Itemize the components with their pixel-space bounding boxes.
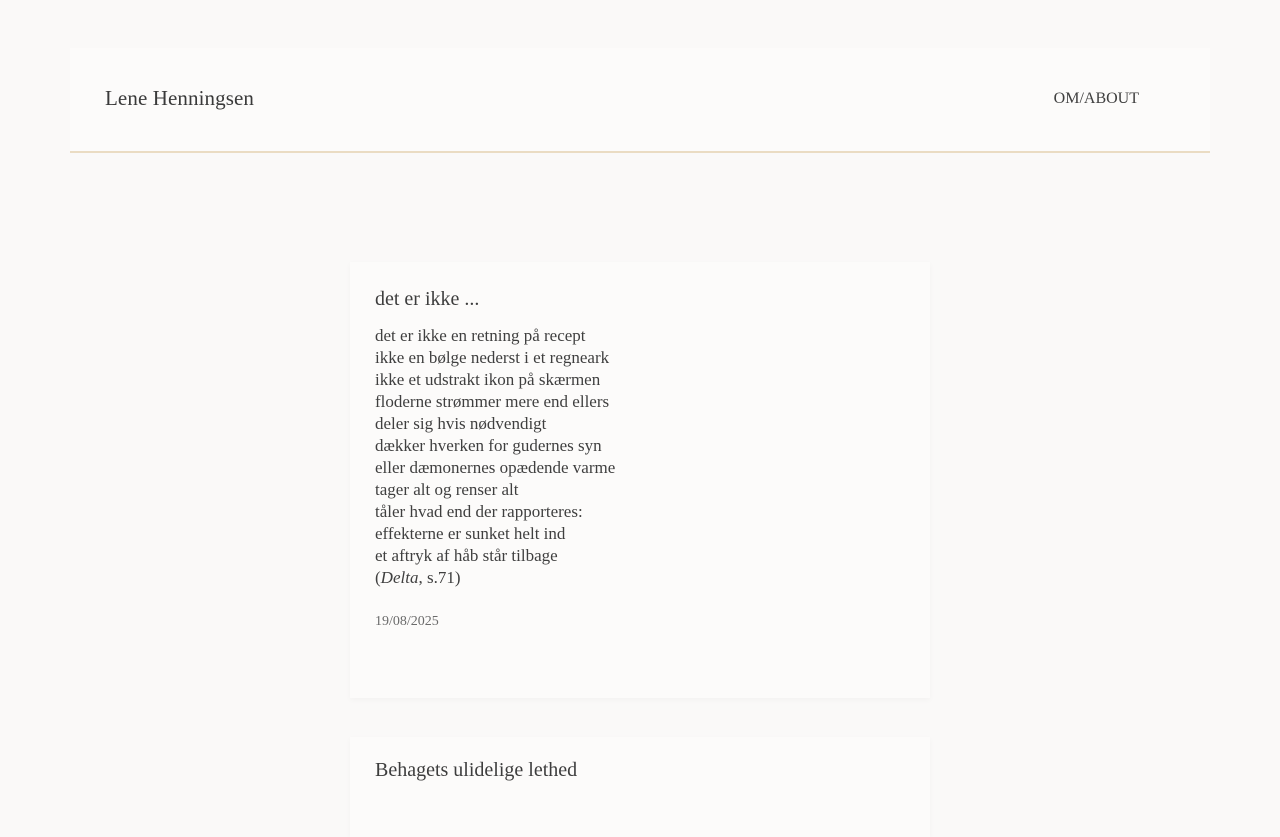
poem-line: ikke et udstrakt ikon på skærmen	[375, 370, 601, 389]
poem-line: tager alt og renser alt	[375, 480, 519, 499]
poem-body	[375, 325, 615, 589]
citation-open-paren: (	[375, 568, 381, 587]
poem-line: et aftryk af håb står tilbage	[375, 546, 558, 565]
poem-source-citation	[375, 567, 615, 589]
site-title-link[interactable]: Lene Henningsen	[105, 86, 255, 110]
post-card	[350, 262, 930, 698]
citation-page: , s.71)	[418, 568, 461, 587]
poem-line: effekterne er sunket helt ind	[375, 524, 566, 543]
poem-line: ikke en bølge nederst i et regneark	[375, 348, 610, 367]
poem-line: eller dæmonernes opædende varme	[375, 458, 616, 477]
nav-about-link[interactable]: OM/ABOUT	[1053, 90, 1139, 107]
citation-work-title: Delta	[380, 568, 419, 587]
poem-line: dækker hverken for gudernes syn	[375, 436, 602, 455]
poem-line: floderne strømmer mere end ellers	[375, 392, 610, 411]
poem-line: tåler hvad end der rapporteres:	[375, 502, 583, 521]
poem-line: deler sig hvis nødvendigt	[375, 414, 547, 433]
post-card	[350, 737, 930, 837]
post-title[interactable]: det er ikke ...	[375, 288, 480, 310]
post-date: 19/08/2025	[375, 614, 439, 629]
site-header	[70, 48, 1210, 153]
post-title[interactable]: Behagets ulidelige lethed	[375, 759, 578, 781]
poem-line: det er ikke en retning på recept	[375, 326, 586, 345]
